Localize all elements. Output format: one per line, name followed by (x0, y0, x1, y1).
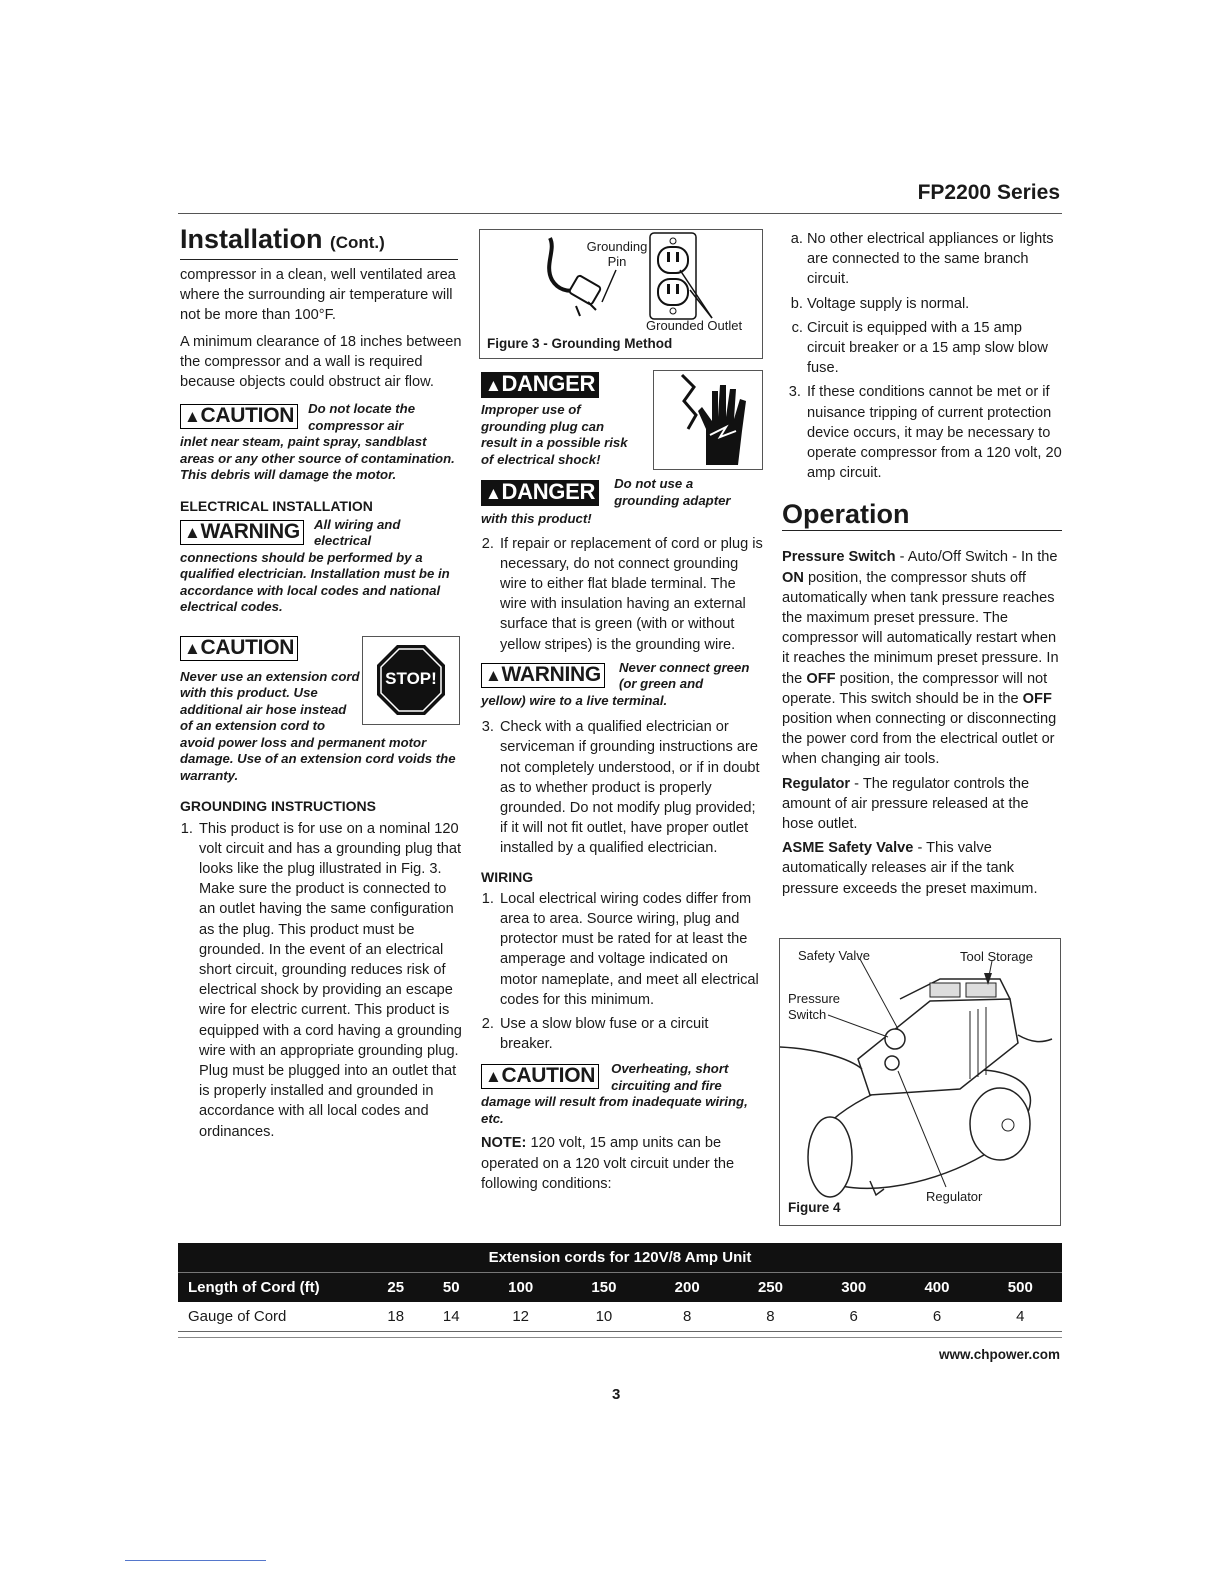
warning-2-text: yellow) wire to a live terminal. (481, 692, 668, 708)
table-header-cell: 400 (895, 1273, 978, 1303)
warning-triangle-icon: ▲ (184, 522, 201, 542)
caution-1-text: inlet near steam, paint spray, sandblast areas or any other source of contamination. This debris will damage the motor. (180, 434, 455, 483)
caution-block-3 (481, 1061, 763, 1094)
left-column (180, 224, 462, 1146)
table-cell: 6 (812, 1302, 895, 1332)
safety-valve-label: Safety Valve (798, 948, 871, 963)
table-cell: 18 (368, 1302, 424, 1332)
installation-paragraph-2: A minimum clearance of 18 inches between the compressor and a wall is required because objects could obstruct air flow. (180, 333, 462, 391)
wiring-list (481, 889, 763, 1055)
grounding-list (180, 819, 462, 1142)
table-header-cell: 100 (479, 1273, 562, 1303)
shock-hand-box (653, 370, 763, 470)
warning-triangle-icon: ▲ (485, 1067, 502, 1087)
operation-heading: Operation (782, 499, 910, 530)
table-header-cell: 250 (729, 1273, 812, 1303)
grounded-outlet-label: Grounded Outlet (646, 318, 743, 333)
caution-3-text: damage will result from inadequate wiring, etc. (481, 1094, 748, 1126)
electric-shock-hand-icon (654, 371, 762, 469)
danger-badge: ▲DANGER (481, 372, 599, 398)
note-paragraph: NOTE: 120 volt, 15 amp units can be operated on a 120 volt circuit under the following conditions: (481, 1135, 735, 1192)
caution-2-text-a: Never use an extension cord with this product. Use additional air hose instead of an extension cord to (180, 668, 360, 734)
table-row-label: Gauge of Cord (178, 1302, 368, 1332)
table-cell: 8 (729, 1302, 812, 1332)
table-header-cell: 150 (562, 1273, 645, 1303)
caution-stop-block (180, 636, 462, 744)
danger-badge: ▲DANGER (481, 480, 599, 506)
middle-column (481, 370, 763, 1198)
list-item: 3. Check with a qualified electrician or serviceman if grounding instructions are not completely understood, or if in doubt as to whether product is properly grounded. Do not modify plug provided; if it will not fit outlet, have proper outlet installed by a qualified electrician. (498, 717, 763, 858)
figure-4-caption: Figure 4 (788, 1200, 841, 1215)
warning-triangle-icon: ▲ (184, 638, 201, 658)
right-column (782, 229, 1064, 903)
table-cell: 4 (979, 1302, 1062, 1332)
tool-storage-label: Tool Storage (960, 949, 1033, 964)
list-item: 2. If repair or replacement of cord or plug is necessary, do not connect grounding wire to either flat blade terminal. The wire with insulation having an external surface that is green (with or without yellow stripes) is the grounding wire. (498, 534, 763, 655)
grounding-instructions-heading: GROUNDING INSTRUCTIONS (180, 798, 376, 815)
list-item: a. No other electrical appliances or lights are connected to the same branch circuit. (807, 229, 1064, 290)
warning-block-1 (180, 516, 462, 550)
table-row-header: Length of Cord (ft) (178, 1273, 368, 1303)
footer-rule (178, 1337, 1062, 1338)
list-item: c. Circuit is equipped with a 15 amp circuit breaker or a 15 amp slow blow fuse. (807, 318, 1064, 379)
pressure-switch-paragraph: Pressure Switch - Auto/Off Switch - In the ON position, the compressor shuts off automatically when tank pressure reaches the maximum preset pressure. The compressor will automatically restart when it reaches the minimum preset pressure. In the OFF position, the compressor will not operate. This switch should be in the OFF position when connecting or disconnecting the power cord from the electrical outlet or when changing air tools. (782, 549, 1059, 768)
wiring-list-continued (782, 382, 1064, 483)
list-item: 2. Use a slow blow fuse or a circuit breaker. (498, 1014, 763, 1054)
warning-triangle-icon: ▲ (485, 376, 502, 395)
caution-badge: ▲CAUTION (180, 404, 298, 429)
footer-url: www.chpower.com (938, 1347, 1060, 1362)
table-header-cell: 500 (979, 1273, 1062, 1303)
list-item: 1. This product is for use on a nominal 120 volt circuit and has a grounding plug that looks like the plug illustrated in Fig. 3. Make sure the product is connected to an outlet having the same configuration as the plug. This product must be grounded. In the event of an electrical short circuit, grounding reduces risk of electrical shock by providing an escape wire for electric current. This product is equipped with a cord having a grounding wire with an appropriate grounding plug. Plug must be plugged into an outlet that is properly installed and grounded in accordance with all local codes and ordinances. (197, 819, 462, 1142)
caution-1-lead: Do not locate the compressor air (308, 401, 416, 433)
warning-1-lead: All wiring and electrical (313, 516, 401, 549)
warning-2-lead: Never connect green (or green and (618, 659, 750, 692)
figure-4 (779, 938, 1061, 1226)
danger-2-text: with this product! (481, 511, 592, 526)
warning-triangle-icon: ▲ (485, 665, 502, 685)
caution-block-1 (180, 401, 462, 434)
pressure-switch-label: Pressure Switch (788, 991, 841, 1022)
caution-3-lead: Overheating, short circuiting and fire (611, 1061, 729, 1093)
table-header-cell: 25 (368, 1273, 424, 1303)
warning-block-2 (481, 659, 763, 693)
table-cell: 6 (895, 1302, 978, 1332)
list-item: b. Voltage supply is normal. (807, 294, 1064, 314)
table-header-row (178, 1273, 1062, 1303)
table-cell: 8 (646, 1302, 729, 1332)
caution-badge: ▲CAUTION (180, 636, 298, 661)
extension-cord-table (178, 1243, 1062, 1332)
table-cell: 10 (562, 1302, 645, 1332)
table-header-cell: 200 (646, 1273, 729, 1303)
stop-sign-text: STOP! (385, 668, 437, 688)
extension-cord-table-wrap (178, 1243, 1062, 1332)
table-cell: 12 (479, 1302, 562, 1332)
list-item: 1. Local electrical wiring codes differ from area to area. Source wiring, plug and protector must be rated for at least the amperage and voltage indicated on motor nameplate, and meet all electrical codes for this minimum. (498, 889, 763, 1010)
regulator-paragraph: Regulator - The regulator controls the amount of air pressure released at the hose outlet. (782, 775, 1030, 833)
grounding-list-continued (481, 534, 763, 655)
conditions-list (782, 229, 1064, 378)
stop-sign-box (362, 636, 460, 725)
note-label: NOTE: (481, 1135, 527, 1152)
warning-1-text: connections should be performed by a qualified electrician. Installation must be in accordance with local codes and national electrical codes. (180, 549, 450, 615)
table-cell: 14 (424, 1302, 480, 1332)
warning-triangle-icon: ▲ (184, 407, 201, 427)
warning-triangle-icon: ▲ (485, 484, 502, 503)
table-title: Extension cords for 120V/8 Amp Unit (178, 1243, 1062, 1273)
air-compressor-icon (780, 939, 1060, 1225)
wiring-heading: WIRING (481, 868, 534, 885)
figure-3 (479, 229, 763, 359)
series-title: FP2200 Series (917, 181, 1060, 204)
caution-2-text-b: avoid power loss and permanent motor damage. Use of an extension cord voids the warranty. (180, 734, 456, 783)
asme-valve-paragraph: ASME Safety Valve - This valve automatically releases air if the tank pressure exceeds the preset maximum. (782, 840, 1038, 897)
danger-block-1 (481, 370, 763, 468)
list-item: 3. If these conditions cannot be met or if nuisance tripping of current protection device occurs, it may be necessary to operate compressor from a 120 volt, 20 amp circuit. (805, 382, 1064, 483)
table-header-cell: 300 (812, 1273, 895, 1303)
installation-heading: Installation (Cont.) (180, 224, 385, 254)
danger-block-2 (481, 476, 763, 509)
table-header-cell: 50 (424, 1273, 480, 1303)
table-row (178, 1302, 1062, 1332)
figure-3-caption: Figure 3 - Grounding Method (487, 336, 673, 351)
installation-paragraph-1: compressor in a clean, well ventilated area where the surrounding air temperature will not be more than 100°F. (180, 267, 456, 324)
operation-heading-wrap (782, 499, 1062, 531)
regulator-label: Regulator (926, 1189, 983, 1204)
warning-badge: ▲WARNING (481, 663, 605, 688)
danger-1-text: Improper use of grounding plug can result in a possible risk of electrical shock! (481, 402, 628, 467)
caution-badge: ▲CAUTION (481, 1064, 599, 1089)
installation-heading-wrap (180, 224, 458, 260)
grounding-pin-label: Grounding Pin (586, 239, 648, 269)
header-rule (178, 213, 1062, 214)
electrical-installation-heading: ELECTRICAL INSTALLATION (180, 497, 373, 514)
danger-2-lead: Do not use a grounding adapter (614, 476, 731, 508)
bottom-link-underline (125, 1560, 266, 1561)
warning-badge: ▲WARNING (180, 520, 304, 545)
grounding-list-continued-2 (481, 717, 763, 858)
page-number: 3 (612, 1386, 621, 1403)
